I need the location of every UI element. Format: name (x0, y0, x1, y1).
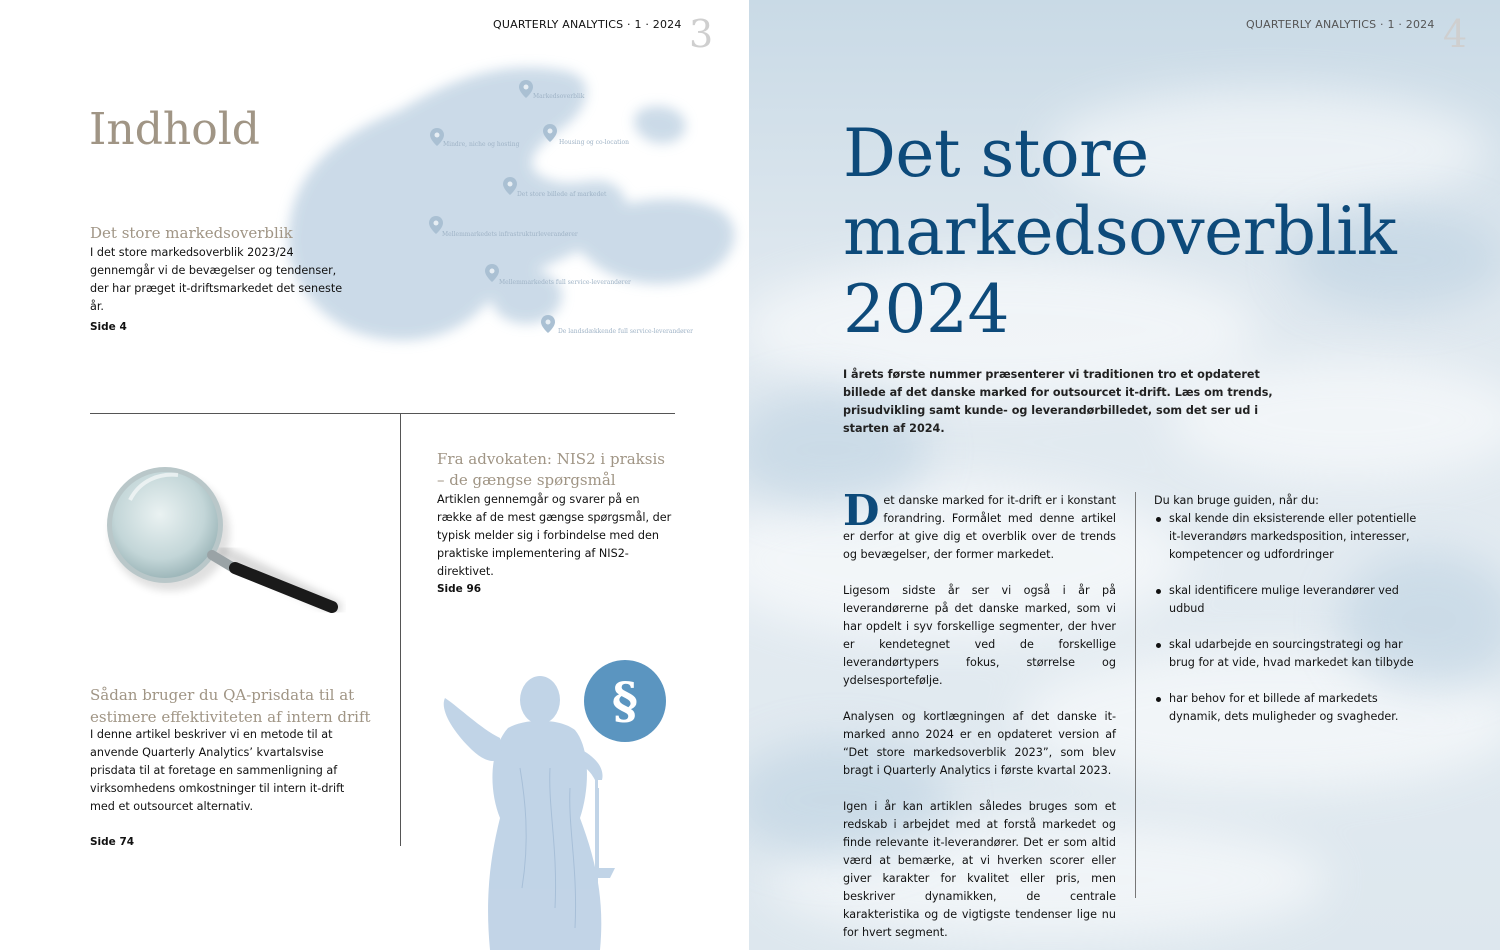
body-paragraph: Igen i år kan artiklen således bruges som et redskab i arbejdet med at forstå markedet og finde relevante it-leverandører. Det er som altid værd at bemærke, at vi hverken scorer eller giver karakter for kvalitet eller pris, men beskriver dynamikken, de centrale karakteristika og de vigtigste tendenser lige nu for hvert segment. (843, 800, 1116, 939)
running-header: QUARTERLY ANALYTICS · 1 · 2024 (1246, 18, 1435, 31)
bullet-item: har behov for et billede af markedets dynamik, dets muligheder og svagheder. (1154, 690, 1426, 726)
right-page (749, 0, 1500, 950)
article-title-line: Sådan bruger du QA-prisdata til at (90, 686, 355, 704)
article-summary: Artiklen gennemgår og svarer på en række af de mest gængse spørgsmål, der typisk melder sig i forbindelse med den praktiske implementering af NIS2-direktivet. (437, 493, 672, 578)
article-title-line: estimere effektiviteten af intern drift (90, 708, 371, 726)
vertical-divider (400, 413, 401, 846)
map-pin-icon (430, 128, 444, 146)
map-label: De landsdækkende full service-leverandører (558, 328, 694, 335)
map-pin-icon (543, 124, 557, 142)
bullet-item: skal udarbejde en sourcingstrategi og har brug for at vide, hvad markedet kan tilbyde (1154, 636, 1426, 672)
feature-title-line: markedsoverblik (843, 193, 1397, 270)
page-reference-link[interactable]: Side 74 (90, 836, 135, 848)
running-header: QUARTERLY ANALYTICS · 1 · 2024 (493, 18, 682, 31)
bullet-item: skal identificere mulige leverandører ved udbud (1154, 582, 1426, 618)
map-pin-icon (503, 177, 517, 195)
map-label: Housing og co-location (559, 139, 629, 146)
horizontal-divider (90, 413, 675, 414)
article-title-line: Fra advokaten: NIS2 i praksis (437, 450, 665, 468)
article-body-column (843, 486, 1116, 950)
magnifying-glass-icon (100, 455, 350, 625)
article-summary: I denne artikel beskriver vi en metode til at anvende Quarterly Analytics’ kvartalsvise prisdata til at foretage en sammenligning af virksomhedens omkostninger til intern it-drift med et outsourcet alternativ. (90, 728, 345, 813)
map-label: Mellemmarkedets infrastrukturleverandører (442, 231, 578, 238)
left-page (0, 0, 749, 950)
lead-paragraph: I årets første nummer præsenterer vi traditionen tro et opdateret billede af det danske marked for outsourcet it-drift. Læs om trends, prisudvikling samt kunde- og leverandørbilledet, som det ser ud i starten af 2024. (843, 368, 1273, 435)
article-title-line: – de gængse spørgsmål (437, 471, 616, 489)
guide-column (1154, 492, 1426, 744)
map-label: Markedsoverblik (533, 93, 585, 100)
paragraph-section-badge (584, 660, 666, 742)
body-paragraph: Ligesom sidste år ser vi også i år på leverandørerne på det danske marked, som vi har opdelt i syv forskellige segmenter, der hver er kendetegnet ved de forskellige leverandørtypers fokus, størrelse og ydelsesportefølje. (843, 584, 1116, 687)
map-label: Det store billede af markedet (517, 191, 607, 198)
map-label: Mellemmarkedets full service-leverandører (499, 279, 631, 286)
map-pin-icon (429, 216, 443, 234)
page-number: 3 (689, 12, 714, 56)
section-sign-icon: § (611, 671, 639, 730)
page-reference-link[interactable]: Side 4 (90, 321, 127, 333)
column-divider (1135, 492, 1136, 898)
page-title: Indhold (89, 104, 260, 155)
map-pin-icon (485, 264, 499, 282)
page-number: 4 (1443, 12, 1468, 56)
body-paragraph: Det danske marked for it-drift er i konstant forandring. Formålet med denne artikel er derfor at give dig et overblik over de trends og bevægelser, der former markedet. (843, 486, 1116, 561)
page-reference-link[interactable]: Side 96 (437, 583, 482, 595)
bullet-item: skal kende din eksisterende eller potentielle it-leverandørs markedsposition, interesser, kompetencer og udfordringer (1154, 510, 1426, 564)
map-pin-icon (519, 80, 533, 98)
article-title (437, 449, 665, 491)
drop-cap: D (843, 486, 880, 535)
article-summary: I det store markedsoverblik 2023/24 gennemgår vi de bevægelser og tendenser, der har præget it-driftsmarkedet det seneste år. (90, 246, 343, 313)
guide-intro: Du kan bruge guiden, når du: (1154, 494, 1319, 507)
feature-title-line: 2024 (843, 271, 1009, 348)
feature-title-line: Det store (843, 115, 1149, 192)
body-paragraph: Analysen og kortlægningen af det danske it-marked anno 2024 er en opdateret version af “Det store markedsoverblik 2023”, som blev bragt i Quarterly Analytics i første kvartal 2023. (843, 710, 1116, 777)
map-pin-icon (541, 315, 555, 333)
guide-bullet-list (1154, 510, 1426, 726)
article-title: Det store markedsoverblik (90, 224, 293, 242)
article-title (90, 684, 371, 728)
map-label: Mindre, niche og hosting (443, 141, 520, 148)
feature-title (843, 115, 1396, 349)
